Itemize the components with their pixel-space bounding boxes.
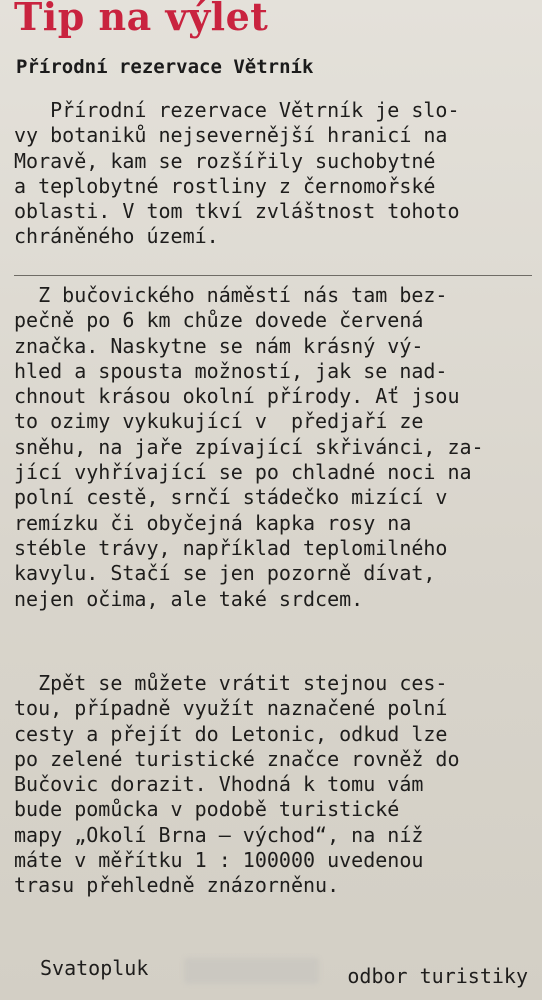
text-line: vy botaniků nejsevernější hranicí na <box>14 123 448 148</box>
text-line: značka. Naskytne se nám krásný vý- <box>14 333 424 358</box>
text-line: polní cestě, srnčí stádečko mizící v <box>14 485 448 510</box>
text-line: pečně po 6 km chůze dovede červená <box>14 308 424 333</box>
text-line: sněhu, na jaře zpívající skřivánci, za- <box>14 434 484 459</box>
text-line: trasu přehledně znázorněnu. <box>14 873 340 898</box>
headline: Tip na výlet <box>14 0 269 39</box>
text-line: hled a spousta možností, jak se nad- <box>14 358 448 383</box>
text-line: a teplobytné rostliny z černomořské <box>14 173 436 198</box>
article-subtitle: Přírodní rezervace Větrník <box>16 56 314 78</box>
text-line: po zelené turistické značce rovněž do <box>14 746 460 771</box>
author-department: odbor turistiky <box>347 964 528 988</box>
text-line: cesty a přejít do Letonic, odkud lze <box>14 721 448 746</box>
paragraph-1 <box>14 98 532 250</box>
text-line: remízku či obyčejná kapka rosy na <box>14 510 412 535</box>
text-line: stéble trávy, například teplomilného <box>14 535 448 560</box>
text-line: chnout krásou okolní přírody. Ať jsou <box>14 384 460 409</box>
text-line: Z bučovického náměstí nás tam bez- <box>14 283 448 307</box>
text-line: Přírodní rezervace Větrník je slo- <box>14 98 460 122</box>
paragraph-3 <box>14 671 532 899</box>
text-line: bude pomůcka v podobě turistické <box>14 797 400 822</box>
text-line: Zpět se můžete vrátit stejnou ces- <box>14 671 448 695</box>
text-line: kavylu. Stačí se jen pozorně dívat, <box>14 561 436 586</box>
text-line: Bučovic dorazit. Vhodná k tomu vám <box>14 772 424 797</box>
text-line: máte v měřítku 1 : 100000 uvedenou <box>14 848 424 873</box>
text-line: nejen očima, ale také srdcem. <box>14 586 364 611</box>
text-line: mapy „Okolí Brna — východ“, na níž <box>14 822 424 847</box>
text-line: jící vyhřívající se po chladné noci na <box>14 460 472 485</box>
author-first-name: Svatopluk <box>40 956 149 980</box>
redacted-surname <box>184 958 319 984</box>
text-line: chráněného území. <box>14 224 219 249</box>
text-line: to ozimy vykukující v předjaří ze <box>14 409 424 434</box>
paragraph-2 <box>14 283 532 612</box>
text-line: tou, případně využít naznačené polní <box>14 696 448 721</box>
text-line: Moravě, kam se rozšířily suchobytné <box>14 148 436 173</box>
section-divider <box>14 275 532 276</box>
text-line: oblasti. V tom tkví zvláštnost tohoto <box>14 199 460 224</box>
